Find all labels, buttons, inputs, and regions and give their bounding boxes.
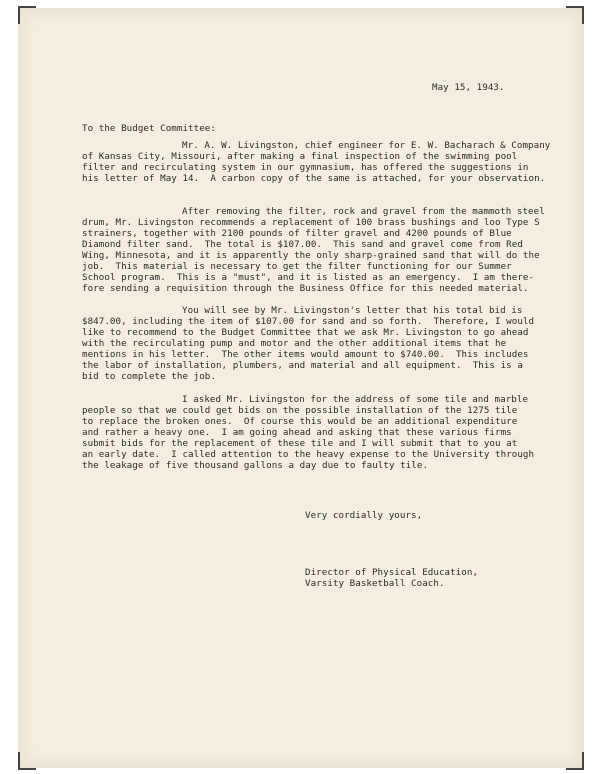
paragraph-line: the labor of installation, plumbers, and material and all equipment. This is a [82, 360, 523, 371]
paragraph-line: the leakage of five thousand gallons a day due to faulty tile. [82, 460, 429, 471]
paragraph-line: You will see by Mr. Livingston's letter that his total bid is [182, 305, 523, 316]
paragraph-2 [82, 206, 545, 294]
corner-crop-mark [18, 752, 36, 770]
paragraph-3 [82, 305, 542, 382]
signature-title-line-2: Varsity Basketball Coach. [305, 578, 445, 589]
paragraph-line: Mr. A. W. Livingston, chief engineer for E. W. Bacharach & Company [182, 140, 551, 151]
paragraph-line: job. This material is necessary to get the filter functioning for our Summer [82, 261, 512, 272]
paragraph-line: fore sending a requisition through the Business Office for this needed material. [82, 283, 529, 294]
paragraph-line: I asked Mr. Livingston for the address of some tile and marble [182, 394, 529, 405]
paragraph-line: $847.00, including the item of $107.00 for sand and so forth. Therefore, I would [82, 316, 535, 327]
paragraph-line: strainers, together with 2100 pounds of filter gravel and 4200 pounds of Blue [82, 228, 512, 239]
paragraph-line: mentions in his letter. The other items would amount to $740.00. This includes [82, 349, 529, 360]
paragraph-line: School program. This is a "must", and it is listed as an emergency. I am there- [82, 272, 535, 283]
corner-crop-mark [566, 6, 584, 24]
paragraph-line: drum, Mr. Livingston recommends a replacement of 100 brass bushings and loo Type S [82, 217, 540, 228]
paragraph-line: an early date. I called attention to the heavy expense to the University through [82, 449, 535, 460]
paper-sheet [18, 8, 584, 768]
paragraph-line: like to recommend to the Budget Committee that we ask Mr. Livingston to go ahead [82, 327, 529, 338]
paragraph-4 [82, 394, 542, 471]
corner-crop-mark [566, 752, 584, 770]
paragraph-line: bid to complete the job. [82, 371, 216, 382]
paragraph-line: with the recirculating pump and motor and the other additional items that he [82, 338, 507, 349]
paragraph-line: After removing the filter, rock and gravel from the mammoth steel [182, 206, 545, 217]
corner-crop-mark [18, 6, 36, 24]
paragraph-line: his letter of May 14. A carbon copy of the same is attached, for your observation. [82, 173, 546, 184]
paragraph-1 [82, 140, 551, 184]
paragraph-line: of Kansas City, Missouri, after making a final inspection of the swimming pool [82, 151, 518, 162]
paragraph-line: to replace the broken ones. Of course this would be an additional expenditure [82, 416, 518, 427]
paragraph-line: Wing, Minnesota, and it is apparently the only sharp-grained sand that will do the [82, 250, 540, 261]
paragraph-line: people so that we could get bids on the possible installation of the 1275 tile [82, 405, 518, 416]
signature-title-line-1: Director of Physical Education, [305, 567, 479, 578]
complimentary-closing: Very cordially yours, [305, 510, 423, 521]
paragraph-line: submit bids for the replacement of these tile and I will submit that to you at [82, 438, 518, 449]
paragraph-line: filter and recirculating system in our gymnasium, has offered the suggestions in [82, 162, 529, 173]
paragraph-line: and rather a heavy one. I am going ahead and asking that these various firms [82, 427, 512, 438]
paragraph-line: Diamond filter sand. The total is $107.00. This sand and gravel come from Red [82, 239, 523, 250]
salutation: To the Budget Committee: [82, 123, 216, 134]
letter-date: May 15, 1943. [432, 82, 505, 93]
